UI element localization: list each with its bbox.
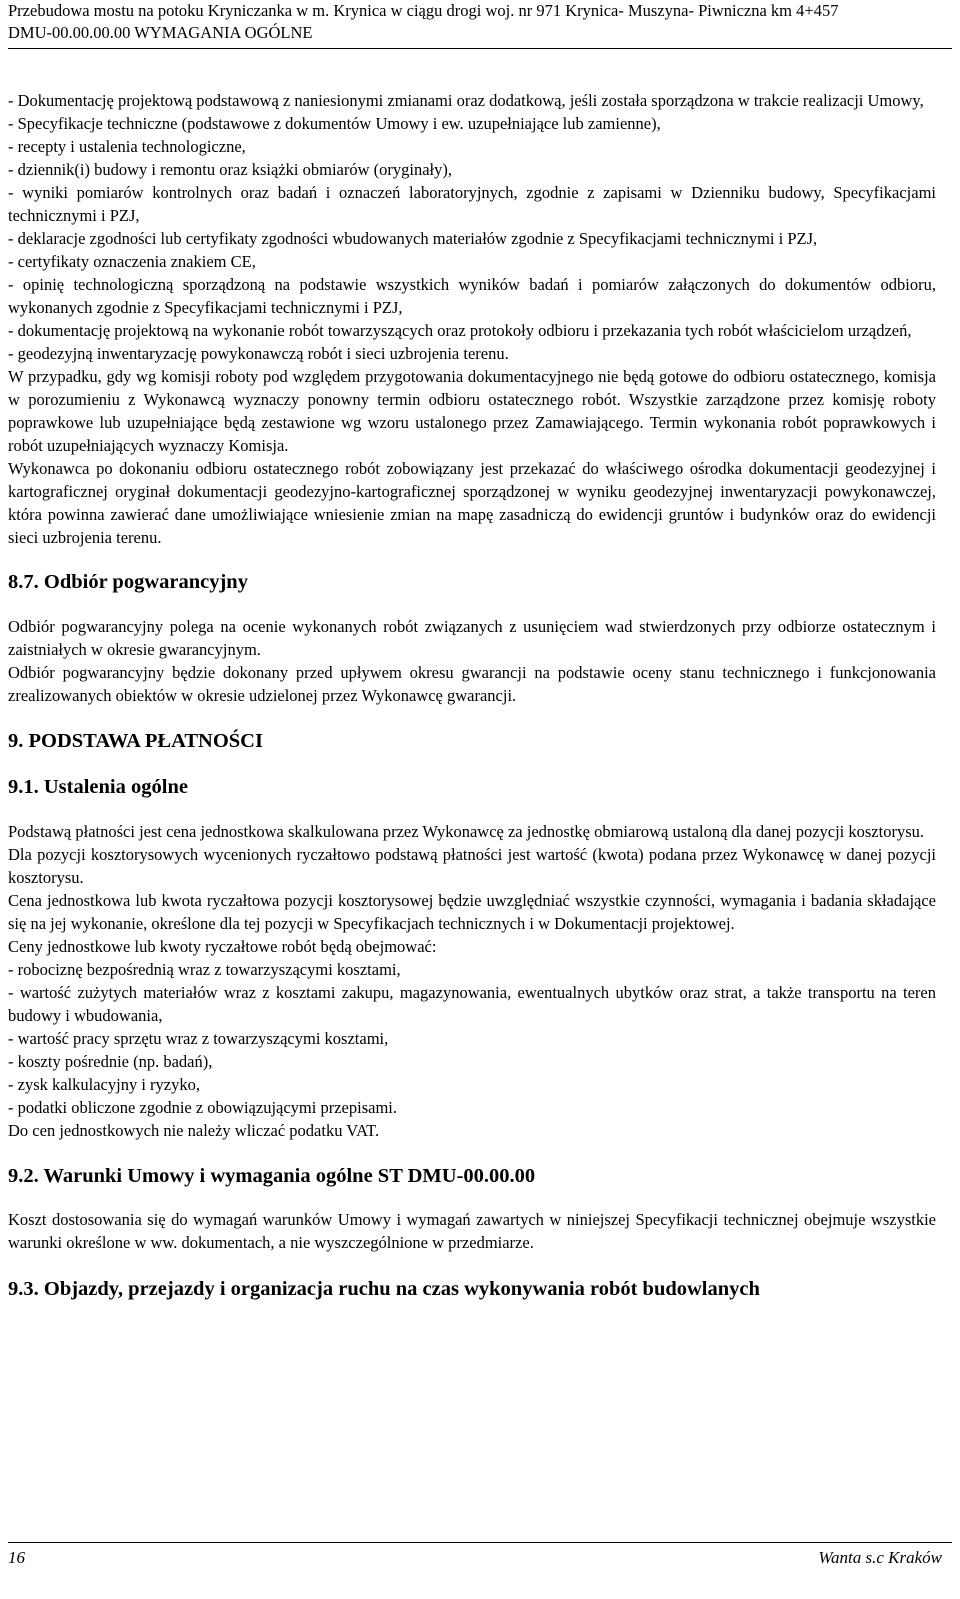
page-footer bbox=[8, 1548, 942, 1568]
list-item: - wartość pracy sprzętu wraz z towarzyszącymi kosztami, bbox=[8, 1029, 389, 1048]
header-project-title: Przebudowa mostu na potoku Kryniczanka w m. Krynica w ciągu drogi woj. nr 971 Krynica- Muszyna- Piwniczna km 4+457 bbox=[8, 1, 839, 20]
paragraph: Ceny jednostkowe lub kwoty ryczałtowe robót będą obejmować: bbox=[8, 937, 437, 956]
paragraph: Cena jednostkowa lub kwota ryczałtowa pozycji kosztorysowej będzie uwzględniać wszystkie czynności, wymagania i badania składające się na jej wykonanie, określone dla tej pozycji w Specyfikacjach technicznych i w Dokumentacji projektowej. bbox=[8, 891, 936, 933]
paragraph: Podstawą płatności jest cena jednostkowa skalkulowana przez Wykonawcę za jednostkę obmiarową ustaloną dla danej pozycji kosztorysu. bbox=[8, 822, 925, 841]
list-item: - geodezyjną inwentaryzację powykonawczą robót i sieci uzbrojenia terenu. bbox=[8, 344, 509, 363]
header-document-code: DMU-00.00.00.00 WYMAGANIA OGÓLNE bbox=[8, 23, 313, 42]
footer-divider bbox=[8, 1542, 952, 1543]
list-item: - zysk kalkulacyjny i ryzyko, bbox=[8, 1075, 200, 1094]
header-divider bbox=[8, 48, 952, 49]
footer-company: Wanta s.c Kraków bbox=[818, 1548, 942, 1567]
list-item: - wyniki pomiarów kontrolnych oraz badań i oznaczeń laboratoryjnych, zgodnie z zapisami w Dzienniku budowy, Specyfikacjami technicznymi i PZJ, bbox=[8, 183, 936, 225]
section-heading: 9.3. Objazdy, przejazdy i organizacja ruchu na czas wykonywania robót budowlanych bbox=[8, 1278, 760, 1300]
list-item: - Dokumentację projektową podstawową z naniesionymi zmianami oraz dodatkową, jeśli została sporządzona w trakcie realizacji Umowy, bbox=[8, 91, 924, 110]
paragraph: Wykonawca po dokonaniu odbioru ostatecznego robót zobowiązany jest przekazać do właściwego ośrodka dokumentacji geodezyjnej i kartograficznej oryginał dokumentacji geodezyjno-kartograficznej sporządzonej w wyniku geodezyjnej inwentaryzacji powykonawczej, która powinna zawierać dane umożliwiające wniesienie zmian na mapę zasadniczą do ewidencji gruntów i budynków oraz do ewidencji sieci uzbrojenia terenu. bbox=[8, 459, 936, 547]
list-item: - dokumentację projektową na wykonanie robót towarzyszących oraz protokoły odbioru i przekazania tych robót właścicielom urządzeń, bbox=[8, 321, 912, 340]
section-heading: 8.7. Odbiór pogwarancyjny bbox=[8, 571, 248, 593]
list-item: - certyfikaty oznaczenia znakiem CE, bbox=[8, 252, 256, 271]
paragraph: W przypadku, gdy wg komisji roboty pod względem przygotowania dokumentacyjnego nie będą gotowe do odbioru ostatecznego, komisja w porozumieniu z Wykonawcą wyznaczy ponowny termin odbioru ostatecznego robót. Wszystkie zarządzone przez komisję roboty poprawkowe lub uzupełniające będą zestawione wg wzoru ustalonego przez Zamawiającego. Termin wykonania robót poprawkowych i robót uzupełniających wyznaczy Komisja. bbox=[8, 367, 936, 455]
section-heading: 9.2. Warunki Umowy i wymagania ogólne ST DMU-00.00.00 bbox=[8, 1165, 536, 1187]
list-item: - dziennik(i) budowy i remontu oraz książki obmiarów (oryginały), bbox=[8, 160, 453, 179]
list-item: - koszty pośrednie (np. badań), bbox=[8, 1052, 213, 1071]
list-item: - Specyfikacje techniczne (podstawowe z dokumentów Umowy i ew. uzupełniające lub zamienne), bbox=[8, 114, 661, 133]
paragraph: Odbiór pogwarancyjny będzie dokonany przed upływem okresu gwarancji na podstawie oceny stanu technicznego i funkcjonowania zrealizowanych obiektów w okresie udzielonej przez Wykonawcę gwarancji. bbox=[8, 663, 936, 705]
list-item: - podatki obliczone zgodnie z obowiązującymi przepisami. bbox=[8, 1098, 397, 1117]
document-body bbox=[8, 89, 936, 1303]
paragraph: Koszt dostosowania się do wymagań warunków Umowy i wymagań zawartych w niniejszej Specyfikacji technicznej obejmuje wszystkie warunki określone w ww. dokumentach, a nie wyszczególnione w przedmiarze. bbox=[8, 1210, 936, 1252]
list-item: - wartość zużytych materiałów wraz z kosztami zakupu, magazynowania, ewentualnych ubytków oraz strat, a także transportu na teren budowy i wbudowania, bbox=[8, 983, 936, 1025]
list-item: - deklaracje zgodności lub certyfikaty zgodności wbudowanych materiałów zgodnie z Specyfikacjami technicznymi i PZJ, bbox=[8, 229, 818, 248]
section-heading: 9.1. Ustalenia ogólne bbox=[8, 776, 188, 798]
list-item: - robociznę bezpośrednią wraz z towarzyszącymi kosztami, bbox=[8, 960, 401, 979]
chapter-heading: 9. PODSTAWA PŁATNOŚCI bbox=[8, 730, 263, 752]
list-item: - recepty i ustalenia technologiczne, bbox=[8, 137, 246, 156]
page-number: 16 bbox=[8, 1548, 25, 1567]
paragraph: Odbiór pogwarancyjny polega na ocenie wykonanych robót związanych z usunięciem wad stwierdzonych przy odbiorze ostatecznym i zaistniałych w okresie gwarancyjnym. bbox=[8, 617, 936, 659]
paragraph: Dla pozycji kosztorysowych wycenionych ryczałtowo podstawą płatności jest wartość (kwota) podana przez Wykonawcę w danej pozycji kosztorysu. bbox=[8, 845, 936, 887]
page-header bbox=[8, 0, 952, 44]
paragraph: Do cen jednostkowych nie należy wliczać podatku VAT. bbox=[8, 1121, 380, 1140]
list-item: - opinię technologiczną sporządzoną na podstawie wszystkich wyników badań i pomiarów załączonych do dokumentów odbioru, wykonanych zgodnie z Specyfikacjami technicznymi i PZJ, bbox=[8, 275, 936, 317]
